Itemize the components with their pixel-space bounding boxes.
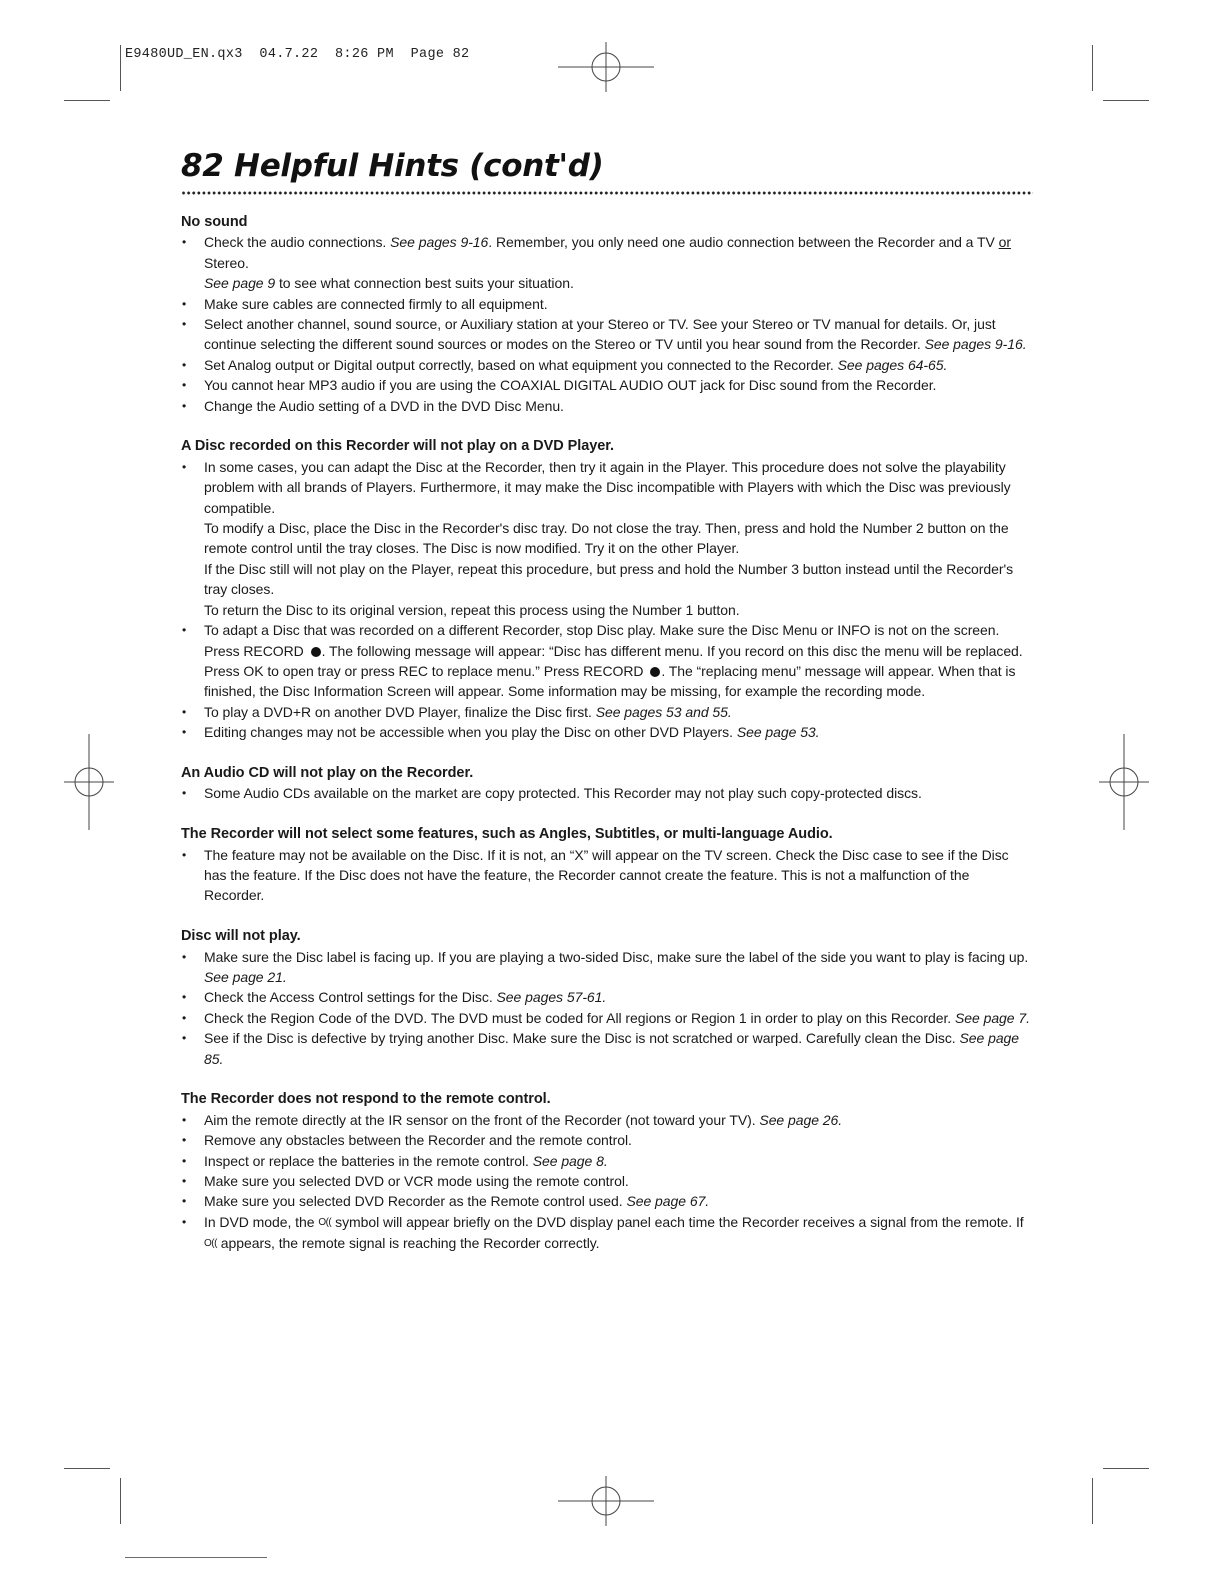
hint-item — [181, 314, 1033, 355]
hint-item — [181, 1028, 1033, 1069]
page-reference: See pages 9-16 — [390, 234, 489, 251]
section-heading: Disc will not play. — [181, 928, 301, 945]
registration-target-left — [64, 734, 114, 830]
text-run: Stereo. — [204, 254, 249, 271]
hint-item — [181, 457, 1033, 620]
text-run: Editing changes may not be accessible when you play the Disc on other DVD Players. — [204, 724, 737, 741]
hint-paragraph — [204, 559, 1033, 600]
text-run: To modify a Disc, place the Disc in the Recorder's disc tray. Do not close the tray. Then, press and hold the Number 2 button on the remote control until the tray closes. The Disc is now modified. Try it on the other Player. — [204, 520, 1009, 557]
hint-paragraph — [204, 845, 1033, 906]
hint-list — [181, 457, 1033, 743]
hint-paragraph — [204, 294, 1033, 314]
crop-mark-bottom-right-horizontal — [1103, 1468, 1149, 1469]
hint-section — [181, 1089, 1033, 1254]
hint-item — [181, 1151, 1033, 1171]
hint-list — [181, 232, 1033, 416]
text-run: Aim the remote directly at the IR sensor on the front of the Recorder (not toward your TV). — [204, 1111, 760, 1128]
text-run: . The “replacing menu” message will appear. When that is finished, the Disc Information Screen will appear. Some information may be missing, for example the recording mode. — [204, 662, 1016, 700]
page-reference: See page 53. — [736, 724, 820, 741]
crop-mark-top-right-vertical — [1092, 45, 1093, 91]
page-reference: See page 8. — [532, 1152, 608, 1169]
text-run: Make sure you selected DVD Recorder as the Remote control used. — [204, 1193, 627, 1210]
hint-item — [181, 232, 1033, 293]
text-run: appears, the remote signal is reaching the Recorder correctly. — [216, 1235, 600, 1252]
hint-item — [181, 783, 1033, 803]
section-heading: The Recorder will not select some features, such as Angles, Subtitles, or multi-language Audio. — [181, 826, 833, 843]
text-run: Select another channel, sound source, or Auxiliary station at your Stereo or TV. See your Stereo or TV manual for details. Or, just continue selecting the different sound sources or modes on the Stereo or TV until you hear sound from the Recorder. — [204, 316, 996, 353]
hint-paragraph — [204, 375, 1033, 395]
hint-paragraph — [204, 1171, 1033, 1191]
remote-signal-icon: O(( — [204, 1238, 217, 1250]
text-run: Check the Access Control settings for the Disc. — [204, 989, 497, 1006]
text-run: Make sure the Disc label is facing up. If you are playing a two-sided Disc, make sure the label of the side you want to play is facing up. — [204, 948, 1029, 965]
page-reference: See pages 64-65. — [837, 356, 948, 373]
hint-item — [181, 375, 1033, 395]
page-reference: See page 26. — [759, 1111, 843, 1128]
hint-paragraph — [204, 1008, 1033, 1028]
text-run: to see what connection best suits your situation. — [275, 275, 574, 292]
record-dot-icon — [650, 667, 660, 677]
text-run: See if the Disc is defective by trying another Disc. Make sure the Disc is not scratched or warped. Carefully clean the Disc. — [204, 1030, 960, 1047]
hint-paragraph — [204, 1028, 1033, 1069]
underlined-text: or — [998, 234, 1011, 251]
text-run: Check the audio connections. — [204, 234, 391, 251]
hint-paragraph — [204, 947, 1033, 988]
hint-list — [181, 1110, 1033, 1255]
text-run: To adapt a Disc that was recorded on a different Recorder, stop Disc play. Make sure the Disc Menu or INFO is not on the screen. Press RECORD — [204, 622, 1000, 659]
hint-paragraph — [204, 1191, 1033, 1211]
remote-signal-icon: O(( — [318, 1216, 332, 1228]
page-reference: See page 21. — [204, 968, 287, 985]
page-title-text: Helpful Hints (cont'd) — [234, 148, 604, 184]
page-reference: See page 85. — [204, 1030, 1020, 1067]
hint-section — [181, 824, 1033, 906]
hint-list — [181, 783, 1033, 803]
text-run: . Remember, you only need one audio connection between the Recorder and a TV — [488, 234, 999, 251]
hint-item — [181, 1191, 1033, 1211]
text-run: Change the Audio setting of a DVD in the DVD Disc Menu. — [204, 397, 564, 414]
text-run: To play a DVD+R on another DVD Player, finalize the Disc first. — [204, 703, 596, 720]
hint-item — [181, 845, 1033, 906]
hint-section — [181, 763, 1033, 804]
hint-item — [181, 355, 1033, 375]
hints-content — [181, 212, 1033, 1275]
page-reference: See pages 53 and 55. — [595, 703, 732, 720]
page-title — [181, 148, 604, 184]
hint-section — [181, 212, 1033, 416]
text-run: symbol will appear briefly on the DVD display panel each time the Recorder receives a signal from the remote. If — [331, 1213, 1024, 1230]
registration-target-bottom — [558, 1476, 654, 1526]
registration-target-top — [558, 42, 654, 92]
hint-item — [181, 702, 1033, 722]
hint-item — [181, 294, 1033, 314]
crop-mark-bottom-left-vertical — [120, 1478, 121, 1524]
text-run: If the Disc still will not play on the Player, repeat this procedure, but press and hold the Number 3 button instead until the Recorder's tray closes. — [204, 560, 1014, 598]
hint-paragraph — [204, 1130, 1033, 1150]
hint-item — [181, 987, 1033, 1007]
section-heading: No sound — [181, 214, 248, 230]
print-slug: E9480UD_EN.qx3 04.7.22 8:26 PM Page 82 — [125, 47, 470, 62]
registration-target-right — [1099, 734, 1149, 830]
section-heading: A Disc recorded on this Recorder will not play on a DVD Player. — [181, 438, 615, 455]
text-run: Make sure you selected DVD or VCR mode using the remote control. — [204, 1173, 629, 1190]
text-run: Make sure cables are connected firmly to all equipment. — [204, 295, 548, 312]
hint-paragraph — [204, 518, 1033, 559]
crop-mark-bottom-left-horizontal — [64, 1468, 110, 1469]
text-run: Some Audio CDs available on the market are copy protected. This Recorder may not play such copy-protected discs. — [204, 785, 922, 802]
hint-item — [181, 620, 1033, 702]
hint-paragraph — [204, 232, 1033, 273]
hint-paragraph — [204, 1151, 1033, 1171]
text-run: Inspect or replace the batteries in the remote control. — [204, 1152, 533, 1169]
text-run: You cannot hear MP3 audio if you are using the COAXIAL DIGITAL AUDIO OUT jack for Disc sound from the Recorder. — [204, 377, 937, 394]
hint-list — [181, 947, 1033, 1069]
section-heading: The Recorder does not respond to the remote control. — [181, 1091, 551, 1108]
page-reference: See page 7. — [954, 1009, 1030, 1026]
hint-item — [181, 396, 1033, 416]
hint-paragraph — [204, 600, 1033, 620]
page-number: 82 — [181, 148, 224, 184]
hint-list — [181, 845, 1033, 906]
text-run: To return the Disc to its original version, repeat this process using the Number 1 button. — [204, 601, 740, 618]
hint-item — [181, 1171, 1033, 1191]
record-dot-icon — [311, 647, 321, 657]
page-reference: See page 9 — [204, 275, 276, 292]
text-run: . The following message will appear: “Disc has different menu. If you record on this disc the menu will be replaced. Press OK to open tray or press REC to replace menu.” Press RECORD — [204, 642, 1023, 679]
text-run: Remove any obstacles between the Recorder and the remote control. — [204, 1132, 632, 1149]
hint-item — [181, 722, 1033, 742]
hint-paragraph — [204, 783, 1033, 803]
hint-paragraph — [204, 1110, 1033, 1130]
hint-paragraph — [204, 457, 1033, 518]
hint-paragraph — [204, 1212, 1033, 1255]
hint-item — [181, 1130, 1033, 1150]
hint-paragraph — [204, 314, 1033, 355]
hint-paragraph — [204, 722, 1033, 742]
bottom-edge-line — [125, 1557, 267, 1558]
text-run: Check the Region Code of the DVD. The DVD must be coded for All regions or Region 1 in order to play on this Recorder. — [204, 1009, 955, 1026]
page-reference: See pages 57-61. — [496, 989, 607, 1006]
hint-paragraph — [204, 355, 1033, 375]
hint-item — [181, 1110, 1033, 1130]
text-run: The feature may not be available on the Disc. If it is not, an “X” will appear on the TV screen. Check the Disc case to see if the Disc has the feature. If the Disc does not have the feature, the Recorder cannot create the feature. This is not a malfunction of the Recorder. — [204, 846, 1009, 904]
crop-mark-bottom-right-vertical — [1092, 1478, 1093, 1524]
text-run: In DVD mode, the — [204, 1213, 319, 1230]
hint-paragraph — [204, 987, 1033, 1007]
hint-item — [181, 1008, 1033, 1028]
crop-mark-top-left-horizontal — [64, 100, 110, 101]
hint-paragraph — [204, 273, 1033, 293]
hint-paragraph — [204, 702, 1033, 722]
crop-mark-top-left-vertical — [120, 45, 121, 91]
title-dotted-rule — [181, 190, 1033, 196]
hint-item — [181, 947, 1033, 988]
page-reference: See page 67. — [626, 1193, 710, 1210]
text-run: In some cases, you can adapt the Disc at the Recorder, then try it again in the Player. This procedure does not solve the playability problem with all brands of Players. Furthermore, it may make the Disc incompatible with Players with which the Disc was previously compatible. — [204, 458, 1011, 516]
page-reference: See pages 9-16. — [924, 336, 1027, 353]
hint-section — [181, 436, 1033, 742]
hint-section — [181, 926, 1033, 1069]
hint-paragraph — [204, 620, 1033, 702]
hint-paragraph — [204, 396, 1033, 416]
crop-mark-top-right-horizontal — [1103, 100, 1149, 101]
hint-item — [181, 1212, 1033, 1255]
section-heading: An Audio CD will not play on the Recorder. — [181, 764, 474, 781]
text-run: Set Analog output or Digital output correctly, based on what equipment you connected to the Recorder. — [204, 356, 838, 373]
